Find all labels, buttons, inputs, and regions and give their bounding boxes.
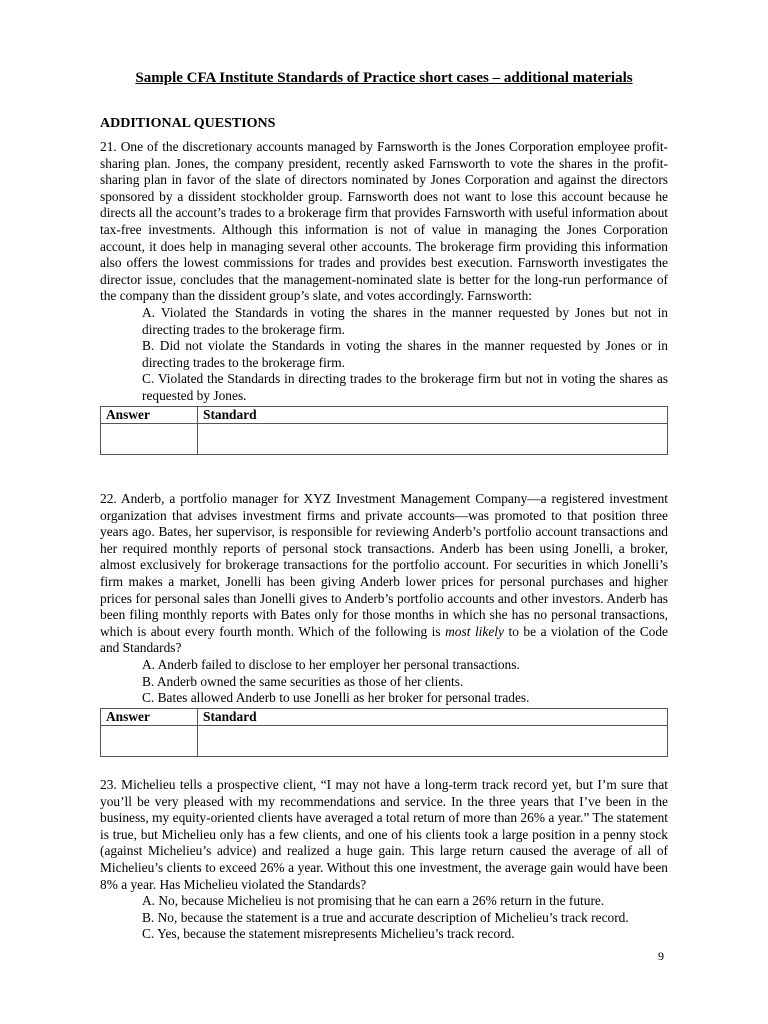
option-a: A. Violated the Standards in voting the shares in the manner requested by Jones but not in directing trades to the brokerage firm. <box>142 304 668 337</box>
question-text-emphasis: most likely <box>445 623 504 639</box>
option-b: B. Did not violate the Standards in voting the shares in the manner requested by Jones or in directing trades to the brokerage firm. <box>142 338 668 370</box>
option-c: C. Yes, because the statement misrepresents Michelieu’s track record. <box>142 926 515 942</box>
answer-options <box>100 305 668 405</box>
question-text <box>100 491 668 657</box>
standard-cell[interactable] <box>198 726 668 757</box>
option-a: A. Anderb failed to disclose to her employer her personal transactions. <box>142 656 520 672</box>
option-b: B. Anderb owned the same securities as those of her clients. <box>142 673 464 689</box>
answer-header: Answer <box>101 708 198 726</box>
answer-options <box>100 893 668 943</box>
section-heading: ADDITIONAL QUESTIONS <box>100 116 276 131</box>
standard-cell[interactable] <box>198 424 668 455</box>
answer-table <box>100 406 668 456</box>
question-text-start: 22. Anderb, a portfolio manager for XYZ Investment Management Company—a registered investment organization that advises investment firms and private accounts—was promoted to that position three years ago. Bates, her supervisor, is responsible for reviewing Anderb’s portfolio account transactions and her required monthly reports of personal stock transactions. Anderb has been using Jonelli, a broker, almost exclusively for brokerage transactions for the portfolio account. For securities in which Jonelli’s firm makes a market, Jonelli has been giving Anderb lower prices for personal purchases and higher prices for personal sales than Jonelli gives to Anderb’s portfolio accounts and other investors. Anderb has been filing monthly reports with Bates only for those months in which she has no personal transactions, which is about every fourth month. Which of the following is <box>100 491 668 639</box>
question-text: 21. One of the discretionary accounts managed by Farnsworth is the Jones Corporation employee profit-sharing plan. Jones, the company president, recently asked Farnsworth to vote the shares in the profit-sharing plan in favor of the slate of directors nominated by Jones Corporation and against the directors sponsored by a dissident stockholder group. Farnsworth does not want to lose this account because he directs all the account’s trades to a brokerage firm that provides Farnsworth with useful information about tax-free investments. Although this information is not of value in managing the Jones Corporation account, it does help in managing several other accounts. The brokerage firm providing this information also offers the lowest commissions for trades and provides best execution. Farnsworth investigates the director issue, concludes that the management-nominated slate is better for the long-run performance of the company than the dissident group’s slate, and votes accordingly. Farnsworth: <box>100 139 668 304</box>
page-title: Sample CFA Institute Standards of Practice short cases – additional materials <box>135 70 633 86</box>
answer-table <box>100 708 668 758</box>
question-text-end: to be a violation of the Code and Standards? <box>100 623 668 656</box>
question-22 <box>100 491 668 757</box>
option-a: A. No, because Michelieu is not promising that he can earn a 26% return in the future. <box>142 893 605 909</box>
question-23 <box>100 777 668 943</box>
answer-cell[interactable] <box>101 424 198 455</box>
option-b: B. No, because the statement is a true and accurate description of Michelieu’s track record. <box>142 909 629 925</box>
option-c: C. Violated the Standards in directing trades to the brokerage firm but not in voting the shares as requested by Jones. <box>142 371 668 403</box>
answer-options <box>100 657 668 707</box>
question-text: 23. Michelieu tells a prospective client, “I may not have a long-term track record yet, but I’m sure that you’ll be very pleased with my recommendations and service. In the three years that I’ve been in the business, my equity-oriented clients have averaged a total return of more than 26% a year.” The statement is true, but Michelieu only has a few clients, and one of his clients took a large position in a penny stock (against Michelieu’s advice) and realized a huge gain. This large return caused the average of all of Michelieu’s clients to exceed 26% a year. Without this one investment, the average gain would have been 8% a year. Has Michelieu violated the Standards? <box>100 777 668 892</box>
page-number: 9 <box>658 949 664 963</box>
option-c: C. Bates allowed Anderb to use Jonelli as her broker for personal trades. <box>142 690 530 706</box>
answer-header: Answer <box>101 406 198 424</box>
question-21 <box>100 139 668 455</box>
standard-header: Standard <box>198 406 668 424</box>
standard-header: Standard <box>198 708 668 726</box>
answer-cell[interactable] <box>101 726 198 757</box>
